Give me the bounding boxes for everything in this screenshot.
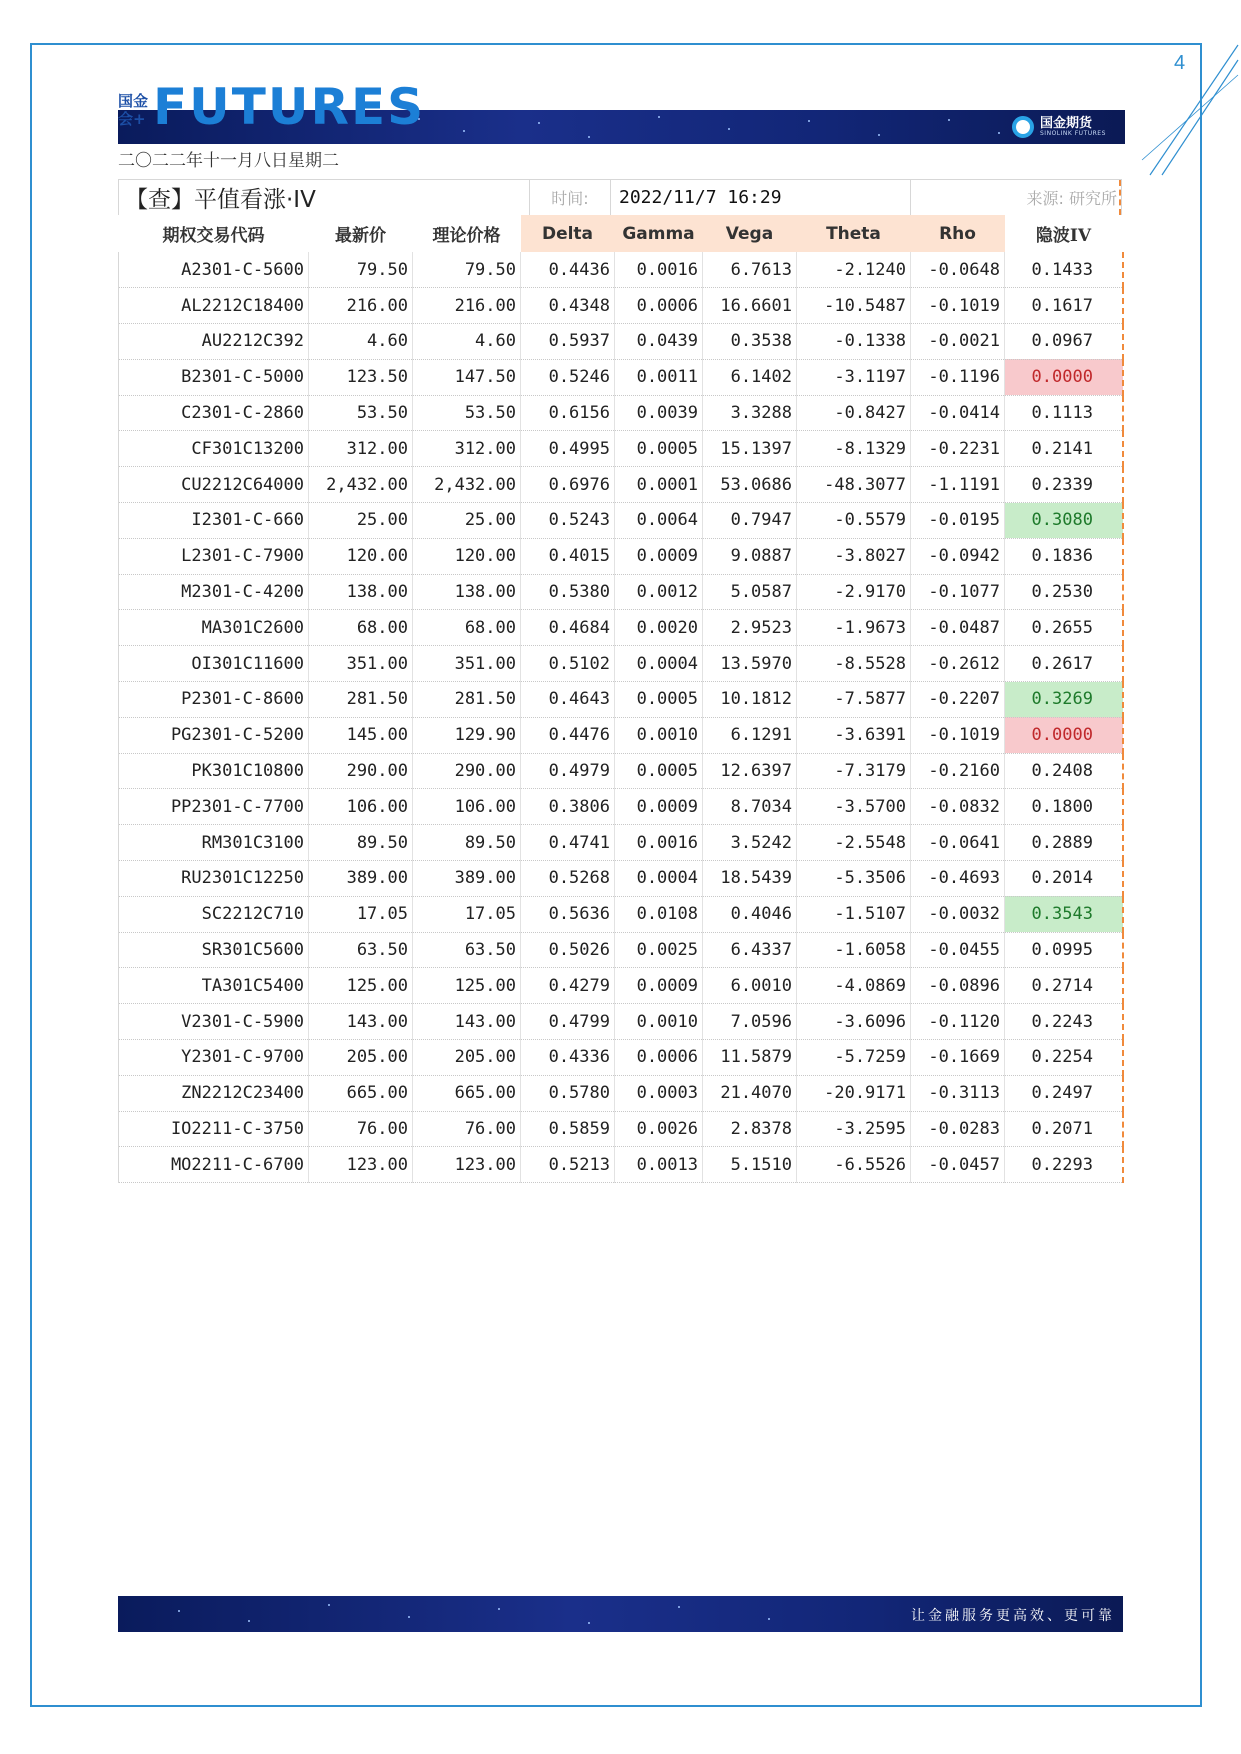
cell-vega: 0.4046	[703, 896, 797, 932]
cell-delta: 0.5380	[521, 574, 615, 610]
cell-theta: -8.5528	[797, 646, 911, 682]
cell-theta: -20.9171	[797, 1075, 911, 1111]
cell-gamma: 0.0108	[615, 896, 703, 932]
cell-theo: 312.00	[413, 431, 521, 467]
cell-last: 106.00	[309, 789, 413, 825]
cell-delta: 0.4436	[521, 252, 615, 288]
cell-delta: 0.5213	[521, 1147, 615, 1183]
cell-theta: -0.8427	[797, 395, 911, 431]
cell-theo: 129.90	[413, 717, 521, 753]
cell-last: 79.50	[309, 252, 413, 288]
cell-theo: 216.00	[413, 288, 521, 324]
cell-gamma: 0.0009	[615, 968, 703, 1004]
cell-theo: 147.50	[413, 359, 521, 395]
table-row	[119, 431, 1123, 467]
cell-delta: 0.5102	[521, 646, 615, 682]
cell-vega: 6.1402	[703, 359, 797, 395]
table-row	[119, 395, 1123, 431]
cell-last: 123.50	[309, 359, 413, 395]
cell-theta: -5.3506	[797, 861, 911, 897]
cell-code: IO2211-C-3750	[119, 1111, 309, 1147]
cell-rho: -0.0457	[911, 1147, 1005, 1183]
cell-last: 145.00	[309, 717, 413, 753]
table-row	[119, 538, 1123, 574]
cell-rho: -0.1019	[911, 288, 1005, 324]
cell-vega: 6.4337	[703, 932, 797, 968]
cell-last: 281.50	[309, 682, 413, 718]
cell-last: 123.00	[309, 1147, 413, 1183]
cell-gamma: 0.0016	[615, 252, 703, 288]
cell-theo: 25.00	[413, 503, 521, 539]
cell-theo: 106.00	[413, 789, 521, 825]
cell-iv: 0.2889	[1005, 825, 1123, 861]
cell-rho: -0.0021	[911, 324, 1005, 360]
cell-rho: -0.2231	[911, 431, 1005, 467]
table-row	[119, 1004, 1123, 1040]
cell-rho: -0.0032	[911, 896, 1005, 932]
cell-vega: 5.0587	[703, 574, 797, 610]
brand-logo	[1012, 113, 1106, 141]
cell-iv: 0.2243	[1005, 1004, 1123, 1040]
cell-rho: -0.0832	[911, 789, 1005, 825]
cell-code: TA301C5400	[119, 968, 309, 1004]
cell-code: I2301-C-660	[119, 503, 309, 539]
table-row	[119, 896, 1123, 932]
cell-last: 89.50	[309, 825, 413, 861]
cell-last: 68.00	[309, 610, 413, 646]
cell-code: RM301C3100	[119, 825, 309, 861]
cell-last: 2,432.00	[309, 467, 413, 503]
cell-vega: 16.6601	[703, 288, 797, 324]
table-row	[119, 861, 1123, 897]
col-header-last: 最新价	[309, 215, 413, 252]
cell-code: C2301-C-2860	[119, 395, 309, 431]
cell-theta: -7.5877	[797, 682, 911, 718]
cell-code: CU2212C64000	[119, 467, 309, 503]
table-row	[119, 682, 1123, 718]
cell-iv: 0.0000	[1005, 359, 1123, 395]
cell-code: OI301C11600	[119, 646, 309, 682]
cell-last: 25.00	[309, 503, 413, 539]
page-number: 4	[1174, 52, 1186, 74]
cell-delta: 0.4476	[521, 717, 615, 753]
cell-rho: -0.4693	[911, 861, 1005, 897]
cell-code: B2301-C-5000	[119, 359, 309, 395]
col-header-code: 期权交易代码	[119, 215, 309, 252]
cell-rho: -0.1669	[911, 1040, 1005, 1076]
options-table	[118, 215, 1124, 1183]
cell-theta: -3.6391	[797, 717, 911, 753]
cell-iv: 0.1800	[1005, 789, 1123, 825]
cell-gamma: 0.0026	[615, 1111, 703, 1147]
table-row	[119, 968, 1123, 1004]
cell-theta: -3.2595	[797, 1111, 911, 1147]
cell-theo: 68.00	[413, 610, 521, 646]
cell-gamma: 0.0003	[615, 1075, 703, 1111]
cell-vega: 6.1291	[703, 717, 797, 753]
cell-vega: 18.5439	[703, 861, 797, 897]
cell-theo: 4.60	[413, 324, 521, 360]
cell-vega: 11.5879	[703, 1040, 797, 1076]
cell-vega: 15.1397	[703, 431, 797, 467]
cell-iv: 0.2617	[1005, 646, 1123, 682]
cell-theo: 53.50	[413, 395, 521, 431]
cell-iv: 0.2293	[1005, 1147, 1123, 1183]
cell-delta: 0.6976	[521, 467, 615, 503]
cell-iv: 0.0000	[1005, 717, 1123, 753]
table-row	[119, 359, 1123, 395]
cell-vega: 53.0686	[703, 467, 797, 503]
cell-iv: 0.2141	[1005, 431, 1123, 467]
cell-last: 53.50	[309, 395, 413, 431]
cell-rho: -0.3113	[911, 1075, 1005, 1111]
table-row	[119, 932, 1123, 968]
table-body	[119, 252, 1123, 1183]
cell-theo: 281.50	[413, 682, 521, 718]
cell-vega: 3.3288	[703, 395, 797, 431]
cell-theta: -0.1338	[797, 324, 911, 360]
cell-iv: 0.2254	[1005, 1040, 1123, 1076]
table-row	[119, 503, 1123, 539]
cell-rho: -0.0641	[911, 825, 1005, 861]
cell-delta: 0.6156	[521, 395, 615, 431]
cell-last: 351.00	[309, 646, 413, 682]
cell-last: 665.00	[309, 1075, 413, 1111]
cell-theta: -5.7259	[797, 1040, 911, 1076]
cell-last: 389.00	[309, 861, 413, 897]
table-title: 【查】平值看涨·IV	[125, 187, 316, 213]
cell-rho: -0.0896	[911, 968, 1005, 1004]
cell-gamma: 0.0001	[615, 467, 703, 503]
table-row	[119, 1111, 1123, 1147]
table-row	[119, 288, 1123, 324]
cell-iv: 0.1836	[1005, 538, 1123, 574]
table-header-row	[119, 215, 1123, 252]
footer-slogan: 让金融服务更高效、更可靠	[911, 1608, 1115, 1624]
cell-vega: 0.3538	[703, 324, 797, 360]
cell-theo: 143.00	[413, 1004, 521, 1040]
cell-gamma: 0.0010	[615, 717, 703, 753]
cell-theta: -2.5548	[797, 825, 911, 861]
cell-iv: 0.2530	[1005, 574, 1123, 610]
cell-theo: 120.00	[413, 538, 521, 574]
cell-last: 312.00	[309, 431, 413, 467]
cell-iv: 0.0967	[1005, 324, 1123, 360]
cell-delta: 0.4348	[521, 288, 615, 324]
cell-delta: 0.4979	[521, 753, 615, 789]
cell-code: SC2212C710	[119, 896, 309, 932]
cell-gamma: 0.0025	[615, 932, 703, 968]
cell-rho: -1.1191	[911, 467, 1005, 503]
brand-name: 国金期货	[1040, 116, 1093, 131]
cell-delta: 0.5636	[521, 896, 615, 932]
cell-last: 76.00	[309, 1111, 413, 1147]
cell-code: L2301-C-7900	[119, 538, 309, 574]
table-title-row	[118, 179, 1122, 215]
cell-last: 120.00	[309, 538, 413, 574]
cell-delta: 0.5243	[521, 503, 615, 539]
cell-last: 143.00	[309, 1004, 413, 1040]
cell-theo: 290.00	[413, 753, 521, 789]
table-row	[119, 825, 1123, 861]
cell-iv: 0.2408	[1005, 753, 1123, 789]
cell-vega: 2.8378	[703, 1111, 797, 1147]
table-row	[119, 467, 1123, 503]
cell-last: 125.00	[309, 968, 413, 1004]
cell-theta: -0.5579	[797, 503, 911, 539]
cell-gamma: 0.0009	[615, 789, 703, 825]
time-label: 时间:	[529, 180, 610, 215]
cell-last: 63.50	[309, 932, 413, 968]
cell-vega: 8.7034	[703, 789, 797, 825]
cell-gamma: 0.0016	[615, 825, 703, 861]
cell-rho: -0.2160	[911, 753, 1005, 789]
cell-rho: -0.0195	[911, 503, 1005, 539]
table-row	[119, 753, 1123, 789]
cell-vega: 21.4070	[703, 1075, 797, 1111]
cell-last: 138.00	[309, 574, 413, 610]
cell-rho: -0.0648	[911, 252, 1005, 288]
cell-delta: 0.4279	[521, 968, 615, 1004]
cell-theo: 125.00	[413, 968, 521, 1004]
cell-theta: -8.1329	[797, 431, 911, 467]
cell-last: 216.00	[309, 288, 413, 324]
cell-vega: 2.9523	[703, 610, 797, 646]
cell-delta: 0.4684	[521, 610, 615, 646]
cell-gamma: 0.0011	[615, 359, 703, 395]
cell-code: M2301-C-4200	[119, 574, 309, 610]
cell-theta: -4.0869	[797, 968, 911, 1004]
brand-circle-icon	[1012, 116, 1034, 138]
cell-theo: 389.00	[413, 861, 521, 897]
cell-theta: -3.1197	[797, 359, 911, 395]
table-row	[119, 717, 1123, 753]
cell-code: PG2301-C-5200	[119, 717, 309, 753]
cell-code: PP2301-C-7700	[119, 789, 309, 825]
cell-vega: 13.5970	[703, 646, 797, 682]
cell-vega: 3.5242	[703, 825, 797, 861]
cell-delta: 0.5937	[521, 324, 615, 360]
cell-gamma: 0.0039	[615, 395, 703, 431]
cell-theta: -7.3179	[797, 753, 911, 789]
cell-iv: 0.1617	[1005, 288, 1123, 324]
cell-theo: 205.00	[413, 1040, 521, 1076]
cell-theo: 138.00	[413, 574, 521, 610]
cell-code: CF301C13200	[119, 431, 309, 467]
logo-small: 国金会+	[118, 92, 149, 128]
cell-rho: -0.1019	[911, 717, 1005, 753]
cell-theta: -1.5107	[797, 896, 911, 932]
cell-delta: 0.4741	[521, 825, 615, 861]
time-value: 2022/11/7 16:29	[610, 180, 910, 215]
cell-last: 205.00	[309, 1040, 413, 1076]
cell-theo: 665.00	[413, 1075, 521, 1111]
cell-theo: 63.50	[413, 932, 521, 968]
cell-code: AU2212C392	[119, 324, 309, 360]
cell-theo: 2,432.00	[413, 467, 521, 503]
cell-vega: 12.6397	[703, 753, 797, 789]
cell-gamma: 0.0013	[615, 1147, 703, 1183]
cell-iv: 0.3080	[1005, 503, 1123, 539]
cell-code: Y2301-C-9700	[119, 1040, 309, 1076]
cell-delta: 0.5859	[521, 1111, 615, 1147]
table-row	[119, 324, 1123, 360]
cell-rho: -0.0487	[911, 610, 1005, 646]
col-header-delta: Delta	[521, 215, 615, 252]
cell-theo: 89.50	[413, 825, 521, 861]
cell-code: RU2301C12250	[119, 861, 309, 897]
cell-delta: 0.4015	[521, 538, 615, 574]
cell-vega: 9.0887	[703, 538, 797, 574]
footer-band	[118, 1596, 1123, 1632]
cell-rho: -0.2207	[911, 682, 1005, 718]
col-header-gamma: Gamma	[615, 215, 703, 252]
cell-gamma: 0.0006	[615, 288, 703, 324]
cell-delta: 0.4643	[521, 682, 615, 718]
cell-code: SR301C5600	[119, 932, 309, 968]
cell-gamma: 0.0004	[615, 646, 703, 682]
cell-rho: -0.1196	[911, 359, 1005, 395]
cell-gamma: 0.0439	[615, 324, 703, 360]
cell-iv: 0.2014	[1005, 861, 1123, 897]
cell-delta: 0.4799	[521, 1004, 615, 1040]
table-row	[119, 646, 1123, 682]
cell-delta: 0.5268	[521, 861, 615, 897]
cell-gamma: 0.0006	[615, 1040, 703, 1076]
cell-rho: -0.0283	[911, 1111, 1005, 1147]
cell-gamma: 0.0005	[615, 753, 703, 789]
cell-delta: 0.4995	[521, 431, 615, 467]
col-header-vega: Vega	[703, 215, 797, 252]
cell-code: ZN2212C23400	[119, 1075, 309, 1111]
table-row	[119, 789, 1123, 825]
cell-gamma: 0.0005	[615, 431, 703, 467]
cell-last: 17.05	[309, 896, 413, 932]
cell-last: 4.60	[309, 324, 413, 360]
cell-rho: -0.1120	[911, 1004, 1005, 1040]
cell-iv: 0.3543	[1005, 896, 1123, 932]
col-header-rho: Rho	[911, 215, 1005, 252]
brand-sub: SINOLINK FUTURES	[1040, 130, 1106, 137]
cell-code: V2301-C-5900	[119, 1004, 309, 1040]
cell-gamma: 0.0020	[615, 610, 703, 646]
logo-text: FUTURES	[153, 78, 426, 136]
cell-rho: -0.1077	[911, 574, 1005, 610]
cell-theta: -48.3077	[797, 467, 911, 503]
cell-iv: 0.2071	[1005, 1111, 1123, 1147]
cell-iv: 0.2339	[1005, 467, 1123, 503]
cell-iv: 0.1433	[1005, 252, 1123, 288]
cell-delta: 0.4336	[521, 1040, 615, 1076]
cell-delta: 0.3806	[521, 789, 615, 825]
cell-theta: -2.9170	[797, 574, 911, 610]
table-row	[119, 252, 1123, 288]
table-row	[119, 610, 1123, 646]
cell-delta: 0.5246	[521, 359, 615, 395]
cell-gamma: 0.0004	[615, 861, 703, 897]
cell-iv: 0.1113	[1005, 395, 1123, 431]
cell-theo: 79.50	[413, 252, 521, 288]
cell-delta: 0.5780	[521, 1075, 615, 1111]
cell-vega: 6.7613	[703, 252, 797, 288]
cell-code: MA301C2600	[119, 610, 309, 646]
cell-iv: 0.3269	[1005, 682, 1123, 718]
cell-gamma: 0.0005	[615, 682, 703, 718]
cell-rho: -0.0942	[911, 538, 1005, 574]
col-header-theo: 理论价格	[413, 215, 521, 252]
cell-code: A2301-C-5600	[119, 252, 309, 288]
cell-theta: -3.5700	[797, 789, 911, 825]
cell-theo: 76.00	[413, 1111, 521, 1147]
options-table-block	[118, 179, 1122, 1183]
cell-code: P2301-C-8600	[119, 682, 309, 718]
cell-theta: -1.9673	[797, 610, 911, 646]
cell-vega: 10.1812	[703, 682, 797, 718]
col-header-iv: 隐波IV	[1005, 215, 1123, 252]
cell-theta: -3.6096	[797, 1004, 911, 1040]
cell-iv: 0.2714	[1005, 968, 1123, 1004]
cell-last: 290.00	[309, 753, 413, 789]
cell-rho: -0.2612	[911, 646, 1005, 682]
cell-gamma: 0.0064	[615, 503, 703, 539]
cell-theo: 351.00	[413, 646, 521, 682]
cell-iv: 0.0995	[1005, 932, 1123, 968]
col-header-theta: Theta	[797, 215, 911, 252]
cell-rho: -0.0414	[911, 395, 1005, 431]
cell-theta: -10.5487	[797, 288, 911, 324]
corner-decoration	[1140, 40, 1240, 180]
cell-vega: 5.1510	[703, 1147, 797, 1183]
cell-theta: -3.8027	[797, 538, 911, 574]
cell-theta: -1.6058	[797, 932, 911, 968]
cell-code: MO2211-C-6700	[119, 1147, 309, 1183]
cell-theo: 17.05	[413, 896, 521, 932]
table-row	[119, 1040, 1123, 1076]
report-date: 二〇二二年十一月八日星期二	[118, 151, 339, 171]
cell-gamma: 0.0010	[615, 1004, 703, 1040]
source-label: 来源: 研究所	[910, 180, 1121, 215]
cell-gamma: 0.0009	[615, 538, 703, 574]
cell-rho: -0.0455	[911, 932, 1005, 968]
cell-theo: 123.00	[413, 1147, 521, 1183]
cell-delta: 0.5026	[521, 932, 615, 968]
cell-theta: -6.5526	[797, 1147, 911, 1183]
cell-theta: -2.1240	[797, 252, 911, 288]
table-row	[119, 1147, 1123, 1183]
cell-iv: 0.2497	[1005, 1075, 1123, 1111]
table-row	[119, 1075, 1123, 1111]
cell-vega: 7.0596	[703, 1004, 797, 1040]
cell-gamma: 0.0012	[615, 574, 703, 610]
table-row	[119, 574, 1123, 610]
cell-code: AL2212C18400	[119, 288, 309, 324]
cell-code: PK301C10800	[119, 753, 309, 789]
cell-iv: 0.2655	[1005, 610, 1123, 646]
cell-vega: 0.7947	[703, 503, 797, 539]
cell-vega: 6.0010	[703, 968, 797, 1004]
